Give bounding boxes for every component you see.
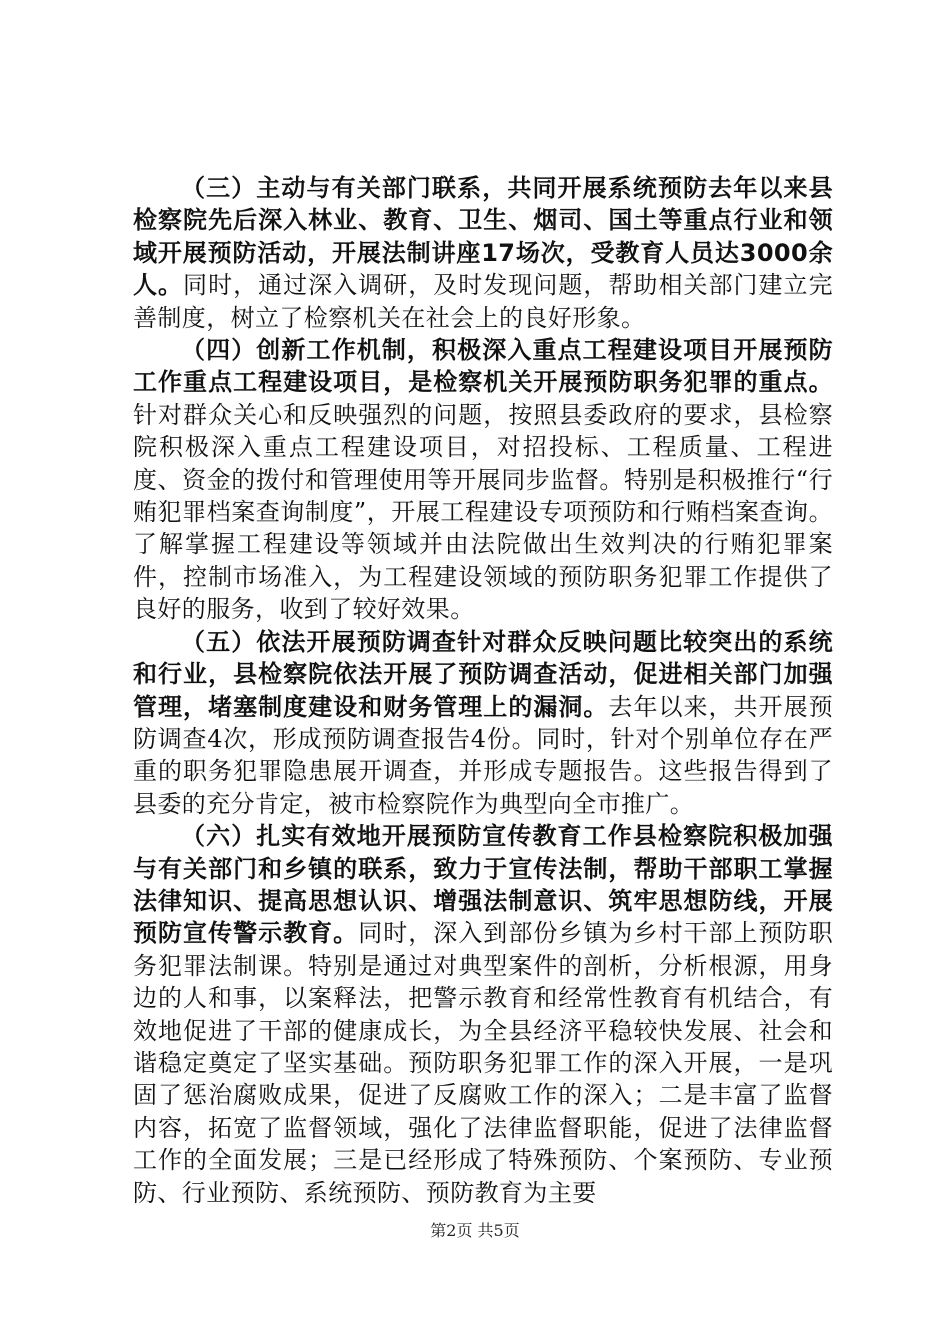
paragraph-heading: （三）主动与有关部门联系，共同开展系统预防去年以来县检察院先后深入林业、教育、卫生、烟司、国土等重点行业和领域开展预防活动，开展法制讲座17场次，受教育人员达3000余人。: [133, 174, 833, 300]
paragraph-text: 同时，深入到部份乡镇为乡村干部上预防职务犯罪法制课。特别是通过对典型案件的剖析，分析根源，用身边的人和事，以案释法，把警示教育和经常性教育有机结合，有效地促进了干部的健康成长，为全县经济平稳较快发展、社会和谐稳定奠定了坚实基础。预防职务犯罪工作的深入开展，一是巩固了惩治腐败成果，促进了反腐败工作的深入；二是丰富了监督内容，拓宽了监督领域，强化了法律监督职能，促进了法律监督工作的全面发展；三是已经形成了特殊预防、个案预防、专业预防、行业预防、系统预防、预防教育为主要: [133, 919, 833, 1207]
paragraph-text: 同时，通过深入调研，及时发现问题，帮助相关部门建立完善制度，树立了检察机关在社会上的良好形象。: [133, 271, 833, 332]
paragraph-section-6: [133, 820, 833, 1209]
document-body: [133, 172, 833, 1209]
paragraph-section-4: [133, 334, 833, 626]
paragraph-heading: （四）创新工作机制，积极深入重点工程建设项目开展预防工作重点工程建设项目，是检察机关开展预防职务犯罪的重点。: [133, 336, 833, 397]
page-number-footer: 第2页 共5页: [430, 1221, 520, 1240]
paragraph-text: 针对群众关心和反映强烈的问题，按照县委政府的要求，县检察院积极深入重点工程建设项目，对招投标、工程质量、工程进度、资金的拨付和管理使用等开展同步监督。特别是积极推行“行贿犯罪档案查询制度”，开展工程建设专项预防和行贿档案查询。了解掌握工程建设等领域并由法院做出生效判决的行贿犯罪案件，控制市场准入，为工程建设领域的预防职务犯罪工作提供了良好的服务，收到了较好效果。: [133, 400, 833, 624]
paragraph-heading: （六）扎实有效地开展预防宣传教育工作县检察院积极加强与有关部门和乡镇的联系，致力于宣传法制，帮助干部职工掌握法律知识、提高思想认识、增强法制意识、筑牢思想防线，开展预防宣传警示教育。: [133, 822, 833, 948]
paragraph-text: 去年以来，共开展预防调查4次，形成预防调查报告4份。同时，针对个别单位存在严重的职务犯罪隐患展开调查，并形成专题报告。这些报告得到了县委的充分肯定，被市检察院作为典型向全市推广。: [133, 692, 833, 818]
paragraph-section-5: [133, 626, 833, 820]
paragraph-heading: （五）依法开展预防调查针对群众反映问题比较突出的系统和行业，县检察院依法开展了预防调查活动，促进相关部门加强管理，堵塞制度建设和财务管理上的漏洞。: [133, 627, 833, 721]
paragraph-section-3: [133, 172, 833, 334]
